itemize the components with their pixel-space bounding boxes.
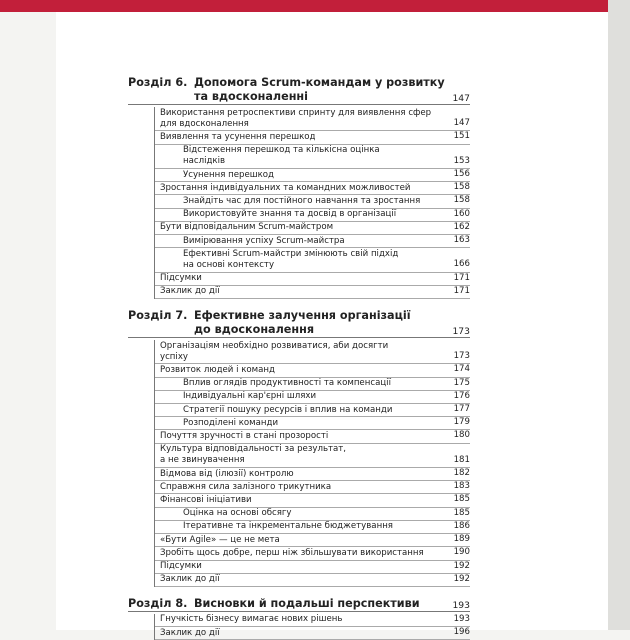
entry-title: Використання ретроспективи спринту для виявлення сфер для вдосконалення: [160, 107, 432, 129]
chapter-heading: [128, 309, 470, 337]
entry-page-number: 192: [453, 560, 470, 571]
entry-page-number: 181: [453, 454, 470, 465]
subsection-entry: [155, 391, 470, 404]
section-entry: [155, 364, 470, 377]
entry-title: Ітеративне та інкрементальне бюджетування: [183, 521, 393, 532]
entry-title: Виявлення та усунення перешкод: [160, 131, 316, 142]
entry-page-number: 185: [453, 494, 470, 505]
entry-title: Відмова від (ілюзії) контролю: [160, 468, 294, 479]
entry-page-number: 196: [453, 627, 470, 638]
book-right-edge: [608, 0, 630, 630]
section-entry: [155, 286, 470, 299]
subsection-entry: [155, 508, 470, 521]
entry-title: Вплив оглядів продуктивності та компенсації: [183, 378, 391, 389]
entry-page-number: 183: [453, 481, 470, 492]
subsection-entry: [155, 145, 470, 169]
chapter-title: Допомога Scrum-командам у розвитку та вдосконаленні: [194, 76, 445, 103]
subsection-entry: [155, 521, 470, 534]
chapter-number: Розділ 6.: [128, 76, 188, 89]
entry-title: Використовуйте знання та досвід в організації: [183, 209, 397, 220]
entry-page-number: 176: [453, 390, 470, 401]
entry-title: Відстеження перешкод та кількісна оцінка наслідків: [183, 145, 380, 167]
entry-title: Бути відповідальним Scrum-майстром: [160, 222, 334, 233]
entry-title: Почуття зручності в стані прозорості: [160, 430, 329, 441]
section-list: [154, 614, 470, 640]
section-entry: [155, 107, 470, 131]
entry-page-number: 190: [453, 547, 470, 558]
entry-page-number: 158: [453, 182, 470, 193]
entry-page-number: 177: [453, 404, 470, 415]
chapter-rule: [128, 611, 470, 612]
section-entry: [155, 494, 470, 507]
section-entry: [155, 131, 470, 144]
subsection-entry: [155, 209, 470, 222]
entry-title: Стратегії пошуку ресурсів і вплив на команди: [183, 404, 393, 415]
entry-page-number: 160: [453, 208, 470, 219]
entry-title: Розвиток людей і команд: [160, 364, 275, 375]
entry-title: Заклик до дії: [160, 286, 220, 297]
section-entry: [155, 444, 470, 468]
section-entry: [155, 614, 470, 627]
entry-title: Усунення перешкод: [183, 169, 274, 180]
chapter-heading: [128, 597, 470, 611]
entry-title: Знайдіть час для постійного навчання та зростання: [183, 195, 421, 206]
entry-title: Організаціям необхідно розвиватися, аби досягти успіху: [160, 340, 389, 362]
entry-page-number: 166: [453, 259, 470, 270]
entry-title: Зробіть щось добре, перш ніж збільшувати використання: [160, 547, 424, 558]
section-entry: [155, 222, 470, 235]
entry-title: «Бути Agile» — це не мета: [160, 534, 280, 545]
section-entry: [155, 547, 470, 560]
chapter-page-number: 193: [452, 599, 470, 611]
entry-title: Вимірювання успіху Scrum-майстра: [183, 235, 345, 246]
entry-page-number: 192: [453, 573, 470, 584]
chapter-heading: [128, 76, 470, 104]
chapter-page-number: 147: [452, 93, 470, 104]
chapter-rule: [128, 337, 470, 338]
subsection-entry: [155, 169, 470, 182]
section-entry: [155, 534, 470, 547]
entry-page-number: 147: [453, 118, 470, 129]
entry-page-number: 162: [453, 221, 470, 232]
entry-page-number: 175: [453, 377, 470, 388]
chapter-number: Розділ 7.: [128, 309, 188, 323]
subsection-entry: [155, 195, 470, 208]
subsection-entry: [155, 248, 470, 272]
entry-page-number: 180: [453, 430, 470, 441]
entry-title: Ефективні Scrum-майстри змінюють свій підхід на основі контексту: [183, 248, 399, 270]
entry-title: Індивідуальні кар'єрні шляхи: [183, 391, 317, 402]
entry-title: Підсумки: [160, 561, 202, 571]
entry-page-number: 179: [453, 417, 470, 428]
subsection-entry: [155, 404, 470, 417]
entry-page-number: 193: [453, 613, 470, 624]
section-entry: [155, 627, 470, 640]
entry-title: Культура відповідальності за результат, а не звинувачення: [160, 444, 347, 466]
entry-title: Заклик до дії: [160, 627, 220, 638]
section-list: [154, 340, 470, 587]
section-entry: [155, 481, 470, 494]
chapter-page-number: 173: [452, 326, 470, 338]
entry-title: Фінансові ініціативи: [160, 494, 252, 505]
book-top-edge: [0, 0, 630, 12]
entry-page-number: 173: [453, 351, 470, 362]
entry-title: Розподілені команди: [183, 417, 279, 428]
entry-page-number: 171: [453, 285, 470, 296]
entry-title: Підсумки: [160, 273, 202, 284]
section-entry: [155, 468, 470, 481]
entry-page-number: 186: [453, 520, 470, 531]
entry-page-number: 171: [453, 272, 470, 283]
section-entry: [155, 340, 470, 364]
entry-title: Зростання індивідуальних та командних можливостей: [160, 182, 411, 193]
entry-page-number: 174: [453, 364, 470, 375]
section-entry: [155, 574, 470, 587]
chapter-title: Ефективне залучення організації до вдосконалення: [194, 309, 411, 337]
chapter-number: Розділ 8.: [128, 596, 188, 610]
entry-page-number: 189: [453, 534, 470, 545]
entry-title: Гнучкість бізнесу вимагає нових рішень: [160, 614, 343, 625]
entry-page-number: 151: [453, 131, 470, 142]
subsection-entry: [155, 417, 470, 430]
chapter-rule: [128, 104, 470, 105]
entry-title: Заклик до дії: [160, 574, 220, 585]
chapter-title: Висновки й подальші перспективи: [194, 596, 420, 610]
entry-page-number: 182: [453, 468, 470, 479]
subsection-entry: [155, 235, 470, 248]
entry-title: Справжня сила залізного трикутника: [160, 481, 332, 492]
entry-page-number: 163: [453, 235, 470, 246]
section-list: [154, 107, 470, 299]
table-of-contents: [128, 76, 470, 640]
entry-page-number: 158: [453, 195, 470, 206]
section-entry: [155, 273, 470, 286]
entry-page-number: 156: [453, 169, 470, 180]
entry-page-number: 153: [453, 155, 470, 166]
subsection-entry: [155, 378, 470, 391]
entry-title: Оцінка на основі обсягу: [183, 508, 292, 519]
section-entry: [155, 182, 470, 195]
entry-page-number: 185: [453, 507, 470, 518]
section-entry: [155, 561, 470, 574]
section-entry: [155, 430, 470, 443]
